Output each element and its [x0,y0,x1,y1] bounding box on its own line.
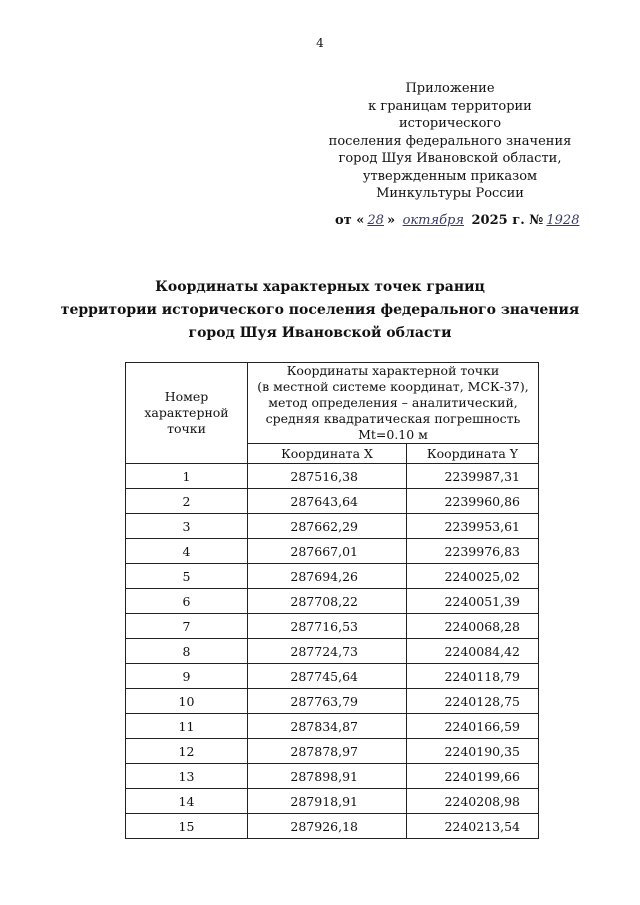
coordinate-x: 287834,87 [248,714,407,739]
coordinate-y: 2239960,86 [407,489,539,514]
point-number: 15 [126,814,248,839]
coordinate-x: 287694,26 [248,564,407,589]
coordinate-x: 287662,29 [248,514,407,539]
table-row [126,714,539,739]
coordinate-y: 2240199,66 [407,764,539,789]
coordinate-x: 287745,64 [248,664,407,689]
coordinate-x: 287643,64 [248,489,407,514]
point-number: 9 [126,664,248,689]
table-row [126,764,539,789]
order-line [335,213,582,228]
document-title [0,276,640,345]
coordinate-x: 287878,97 [248,739,407,764]
coordinate-y: 2240025,02 [407,564,539,589]
order-number: 1928 [546,213,580,228]
table-row [126,514,539,539]
coordinates-table [125,362,539,839]
point-number: 4 [126,539,248,564]
header-line: метод определения – аналитический, [268,395,518,410]
coordinate-x: 287516,38 [248,464,407,489]
appendix-line: к границам территории исторического [368,98,532,131]
point-number: 8 [126,639,248,664]
point-number: 2 [126,489,248,514]
coordinate-y: 2239976,83 [407,539,539,564]
order-year: 2025 г. № [471,213,544,228]
order-day: 28 [367,213,384,228]
appendix-line: Минкультуры России [376,186,524,201]
appendix-line: утвержденным приказом [362,168,538,184]
coordinate-y: 2240190,35 [407,739,539,764]
title-line: территории исторического поселения федерального значения [60,302,580,318]
appendix-line: поселения федерального значения [328,133,572,149]
coordinate-y: 2240051,39 [407,589,539,614]
coordinate-y: 2239987,31 [407,464,539,489]
point-number: 11 [126,714,248,739]
table-row [126,564,539,589]
coordinate-y: 2239953,61 [407,514,539,539]
table-row [126,539,539,564]
coordinate-y: 2240128,75 [407,689,539,714]
header-line: (в местной системе координат, МСК-37), [257,379,529,394]
point-number: 7 [126,614,248,639]
table-row [126,664,539,689]
coordinate-x: 287724,73 [248,639,407,664]
point-number: 1 [126,464,248,489]
header-line: средняя квадратическая погрешность Mt=0.10 м [265,411,521,442]
coordinate-x: 287708,22 [248,589,407,614]
table-row [126,614,539,639]
table-row [126,639,539,664]
coordinate-x: 287716,53 [248,614,407,639]
coordinate-y: 2240166,59 [407,714,539,739]
header-coordinates [248,363,539,444]
coordinate-x: 287918,91 [248,789,407,814]
header-y: Координата Y [407,444,539,464]
table-row [126,739,539,764]
appendix-line: город Шуя Ивановской области, [338,151,562,166]
header-line: Координаты характерной точки [286,363,500,378]
coordinate-y: 2240118,79 [407,664,539,689]
header-x: Координата X [248,444,407,464]
table-row [126,789,539,814]
coordinate-x: 287898,91 [248,764,407,789]
coordinate-x: 287667,01 [248,539,407,564]
appendix-line: Приложение [405,81,495,96]
coordinate-x: 287763,79 [248,689,407,714]
order-month: октября [402,213,464,228]
point-number: 3 [126,514,248,539]
appendix-header [320,80,580,203]
title-line: Координаты характерных точек границ [155,279,485,295]
page-number: 4 [316,36,324,50]
order-mid: » [386,213,396,228]
coordinate-x: 287926,18 [248,814,407,839]
point-number: 5 [126,564,248,589]
table-row [126,689,539,714]
point-number: 12 [126,739,248,764]
coordinate-y: 2240068,28 [407,614,539,639]
point-number: 14 [126,789,248,814]
table-row [126,589,539,614]
title-line: город Шуя Ивановской области [188,325,452,341]
table-row [126,814,539,839]
point-number: 6 [126,589,248,614]
table-row [126,489,539,514]
point-number: 13 [126,764,248,789]
table-row [126,464,539,489]
coordinate-y: 2240084,42 [407,639,539,664]
point-number: 10 [126,689,248,714]
coordinate-y: 2240208,98 [407,789,539,814]
coordinate-y: 2240213,54 [407,814,539,839]
header-number: Номер характерной точки [126,363,248,464]
order-prefix: от « [335,213,365,228]
